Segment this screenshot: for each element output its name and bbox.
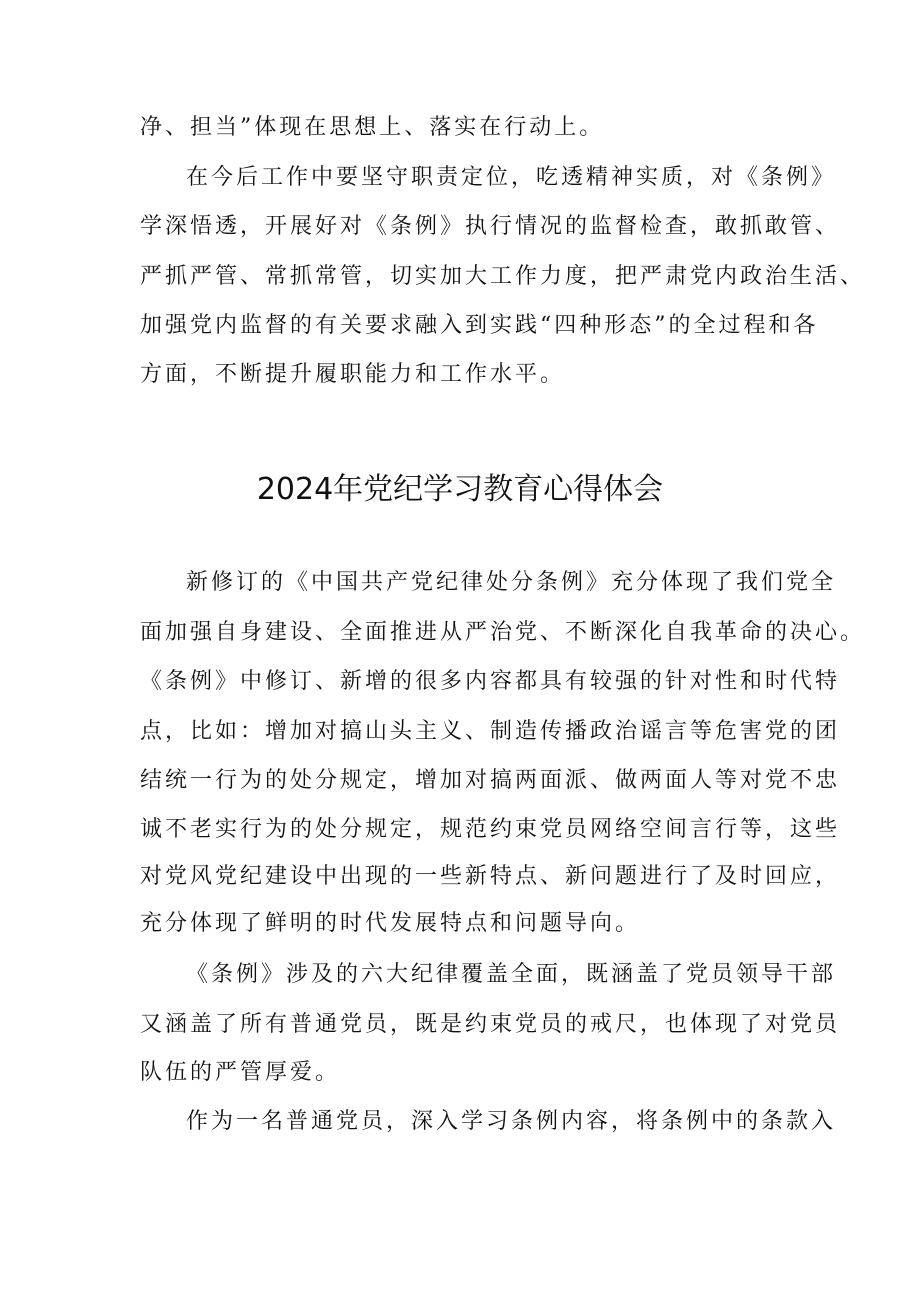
text-line: 《条例》涉及的六大纪律覆盖全面，既涵盖了党员领导干部 (186, 962, 837, 987)
text-line: 方面，不断提升履职能力和工作水平。 (140, 362, 566, 387)
text-line: 新修订的《中国共产党纪律处分条例》充分体现了我们党全 (186, 570, 837, 595)
text-line: 点，比如：增加对搞山头主义、制造传播政治谣言等危害党的团 (140, 719, 841, 744)
text-line: 面加强自身建设、全面推进从严治党、不断深化自我革命的决心。 (140, 620, 866, 645)
text-line: 又涵盖了所有普通党员，既是约束党员的戒尺，也体现了对党员 (140, 1012, 841, 1037)
text-line: 净、担当”体现在思想上、落实在行动上。 (140, 115, 605, 140)
text-line: 加强党内监督的有关要求融入到实践“四种形态”的全过程和各 (140, 313, 819, 338)
text-line: 《条例》中修订、新增的很多内容都具有较强的针对性和时代特 (140, 669, 841, 694)
text-line: 诚不老实行为的处分规定，规范约束党员网络空间言行等，这些 (140, 817, 841, 842)
text-line: 结统一行为的处分规定，增加对搞两面派、做两面人等对党不忠 (140, 768, 841, 793)
text-line: 学深悟透，开展好对《条例》执行情况的监督检查，敢抓敢管、 (140, 214, 841, 239)
page-title: 2024年党纪学习教育心得体会 (256, 472, 664, 507)
text-line: 对党风党纪建设中出现的一些新特点、新问题进行了及时回应， (140, 864, 841, 889)
text-line: 作为一名普通党员，深入学习条例内容，将条例中的条款入 (186, 1109, 837, 1134)
text-line: 严抓严管、常抓常管，切实加大工作力度，把严肃党内政治生活、 (140, 264, 866, 289)
text-line: 充分体现了鲜明的时代发展特点和问题导向。 (140, 911, 641, 936)
text-line: 队伍的严管厚爱。 (140, 1060, 341, 1085)
text-line: 在今后工作中要坚守职责定位，吃透精神实质，对《条例》 (186, 165, 837, 190)
